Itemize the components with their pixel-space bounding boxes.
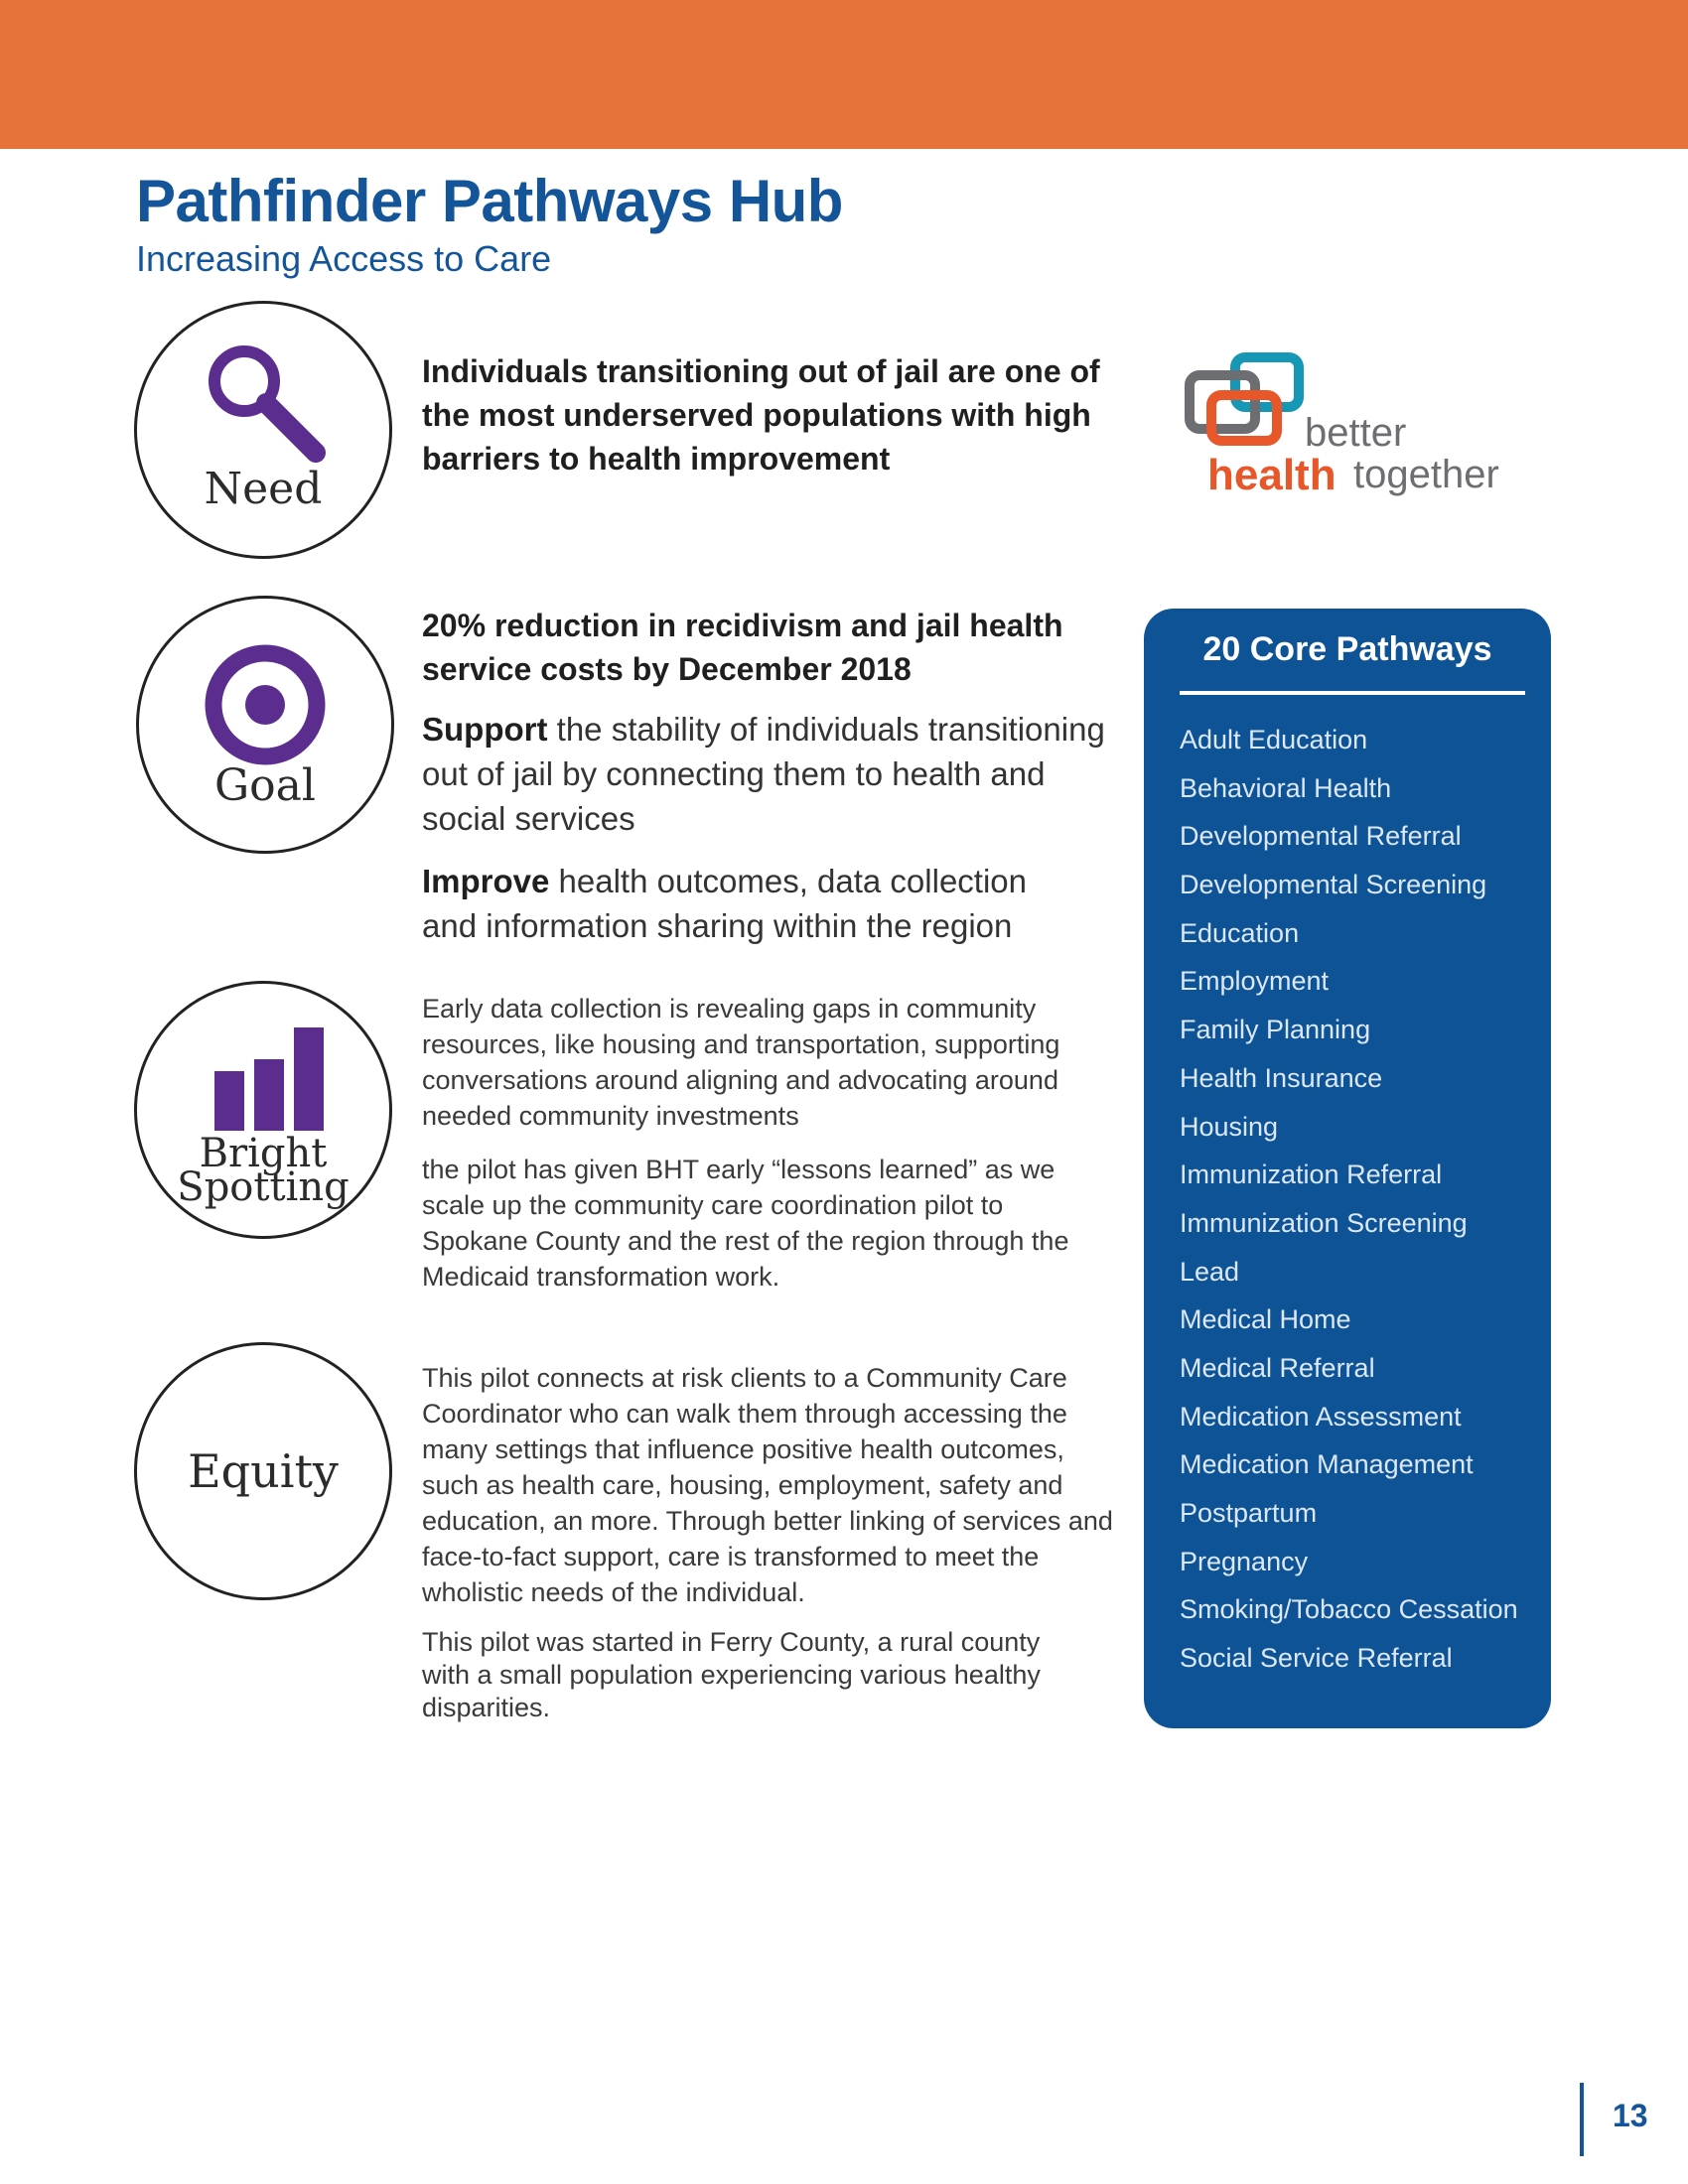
need-circle	[134, 301, 392, 559]
bright-para-2: the pilot has given BHT early “lessons learned” as we scale up the community care coordination pilot to Spokane County and the rest of the region through the Medicaid transformation work.	[422, 1155, 1069, 1292]
list-item: Education	[1180, 917, 1300, 948]
list-item: Social Service Referral	[1180, 1643, 1453, 1674]
list-item: Smoking/Tobacco Cessation	[1180, 1594, 1518, 1625]
core-pathways-list	[1180, 716, 1518, 1683]
goal-support-para	[422, 707, 1117, 841]
support-text: the stability of individuals transitioning out of jail by connecting them to health and social services	[422, 711, 1105, 837]
bright-para-1: Early data collection is revealing gaps in community resources, like housing and transportation, supporting conversations around aligning and advocating around needed community investments	[422, 994, 1060, 1131]
page-number-bar	[1580, 2083, 1584, 2156]
improve-text: health outcomes, data collection and information sharing within the region	[422, 863, 1028, 944]
goal-label: Goal	[214, 760, 316, 811]
core-pathways-title: 20 Core Pathways	[1202, 630, 1492, 668]
list-item: Medical Home	[1180, 1304, 1351, 1335]
list-item: Medical Referral	[1180, 1352, 1375, 1383]
target-icon	[201, 640, 330, 769]
core-pathways-panel	[1144, 609, 1551, 1728]
goal-statement: 20% reduction in recidivism and jail health service costs by December 2018	[422, 608, 1063, 687]
goal-improve-para	[422, 859, 1057, 948]
list-item: Developmental Screening	[1180, 870, 1487, 900]
better-health-together-logo	[1182, 347, 1519, 516]
bar-chart-icon	[214, 1027, 334, 1137]
list-item: Immunization Screening	[1180, 1207, 1468, 1238]
improve-lead: Improve	[422, 863, 550, 899]
equity-para-1: This pilot connects at risk clients to a Community Care Coordinator who can walk them through accessing the many settings that influence positive health outcomes, such as health care, housing, employment, safety and education, an more. Through better linking of services and face-to-fact support, care is transformed to meet the wholistic needs of the individual.	[422, 1363, 1113, 1607]
list-item: Medication Assessment	[1180, 1401, 1462, 1432]
list-item: Behavioral Health	[1180, 772, 1392, 803]
bright-spotting-circle	[134, 981, 392, 1239]
list-item: Lead	[1180, 1256, 1240, 1287]
logo-word-better: better	[1305, 411, 1407, 455]
magnifying-glass-icon	[197, 334, 336, 473]
list-item: Family Planning	[1180, 1015, 1371, 1045]
need-statement: Individuals transitioning out of jail are one of the most underserved populations with high barriers to health improvement	[422, 353, 1100, 477]
list-item: Pregnancy	[1180, 1546, 1309, 1576]
logo-word-together: together	[1353, 453, 1499, 496]
bright-label-line1: Bright	[199, 1131, 328, 1176]
logo-word-health: health	[1207, 451, 1336, 499]
list-item: Housing	[1180, 1111, 1279, 1142]
list-item: Adult Education	[1180, 725, 1368, 754]
list-item: Developmental Referral	[1180, 821, 1462, 852]
list-item: Health Insurance	[1180, 1062, 1383, 1093]
equity-para-2: This pilot was started in Ferry County, a rural county with a small population experiencing various healthy disparities.	[422, 1627, 1041, 1722]
page-title: Pathfinder Pathways Hub	[136, 168, 843, 234]
equity-circle	[134, 1342, 392, 1600]
panel-divider	[1180, 691, 1525, 695]
list-item: Immunization Referral	[1180, 1160, 1443, 1190]
list-item: Employment	[1180, 966, 1330, 997]
goal-circle	[136, 596, 394, 854]
support-lead: Support	[422, 711, 548, 748]
bright-label-line2: Spotting	[177, 1164, 350, 1210]
page-subtitle: Increasing Access to Care	[136, 238, 552, 279]
top-orange-band	[0, 0, 1688, 149]
need-label: Need	[204, 464, 323, 514]
list-item: Medication Management	[1180, 1449, 1474, 1480]
equity-label: Equity	[188, 1444, 339, 1498]
list-item: Postpartum	[1180, 1498, 1318, 1528]
page-number: 13	[1613, 2098, 1648, 2133]
